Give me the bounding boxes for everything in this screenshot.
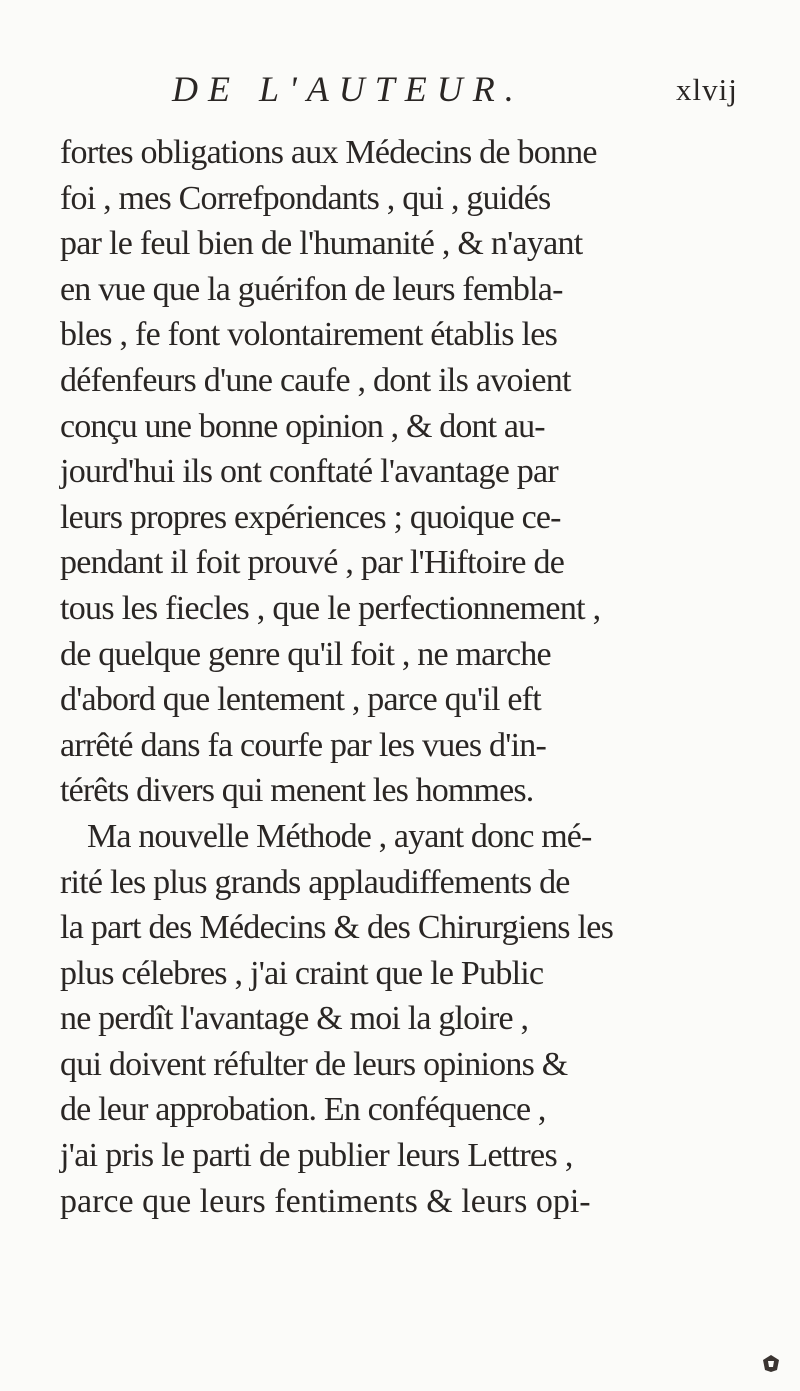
text-line: conçu une bonne opinion , & dont au- [60, 407, 545, 445]
running-head: DE L'AUTEUR. [172, 69, 524, 109]
text-line: fortes obligations aux Médecins de bonne [60, 134, 597, 171]
paragraph-start-line: Ma nouvelle Méthode , ayant donc mé- [87, 817, 592, 855]
text-line: de leur approbation. En conféquence , [60, 1091, 546, 1129]
text-line: par le feul bien de l'humanité , & n'ayant [60, 225, 583, 263]
text-line: leurs propres expériences ; quoique ce- [60, 498, 561, 536]
text-line: jourd'hui ils ont conftaté l'avantage par [60, 453, 558, 491]
text-line: qui doivent réfulter de leurs opinions & [60, 1045, 568, 1083]
text-line: de quelque genre qu'il foit , ne marche [60, 635, 551, 673]
text-line: la part des Médecins & des Chirurgiens les [60, 909, 614, 947]
text-line: plus célebres , j'ai craint que le Public [60, 954, 544, 992]
text-line: défenfeurs d'une caufe , dont ils avoient [60, 361, 571, 399]
text-line: bles , fe font volontairement établis les [60, 316, 558, 354]
page-header [0, 68, 800, 118]
text-line: d'abord que lentement , parce qu'il eft [60, 681, 541, 719]
text-line: j'ai pris le parti de publier leurs Lettres , [60, 1137, 573, 1175]
text-line: pendant il foit prouvé , par l'Hiftoire de [60, 544, 565, 582]
library-stamp-icon [760, 1352, 782, 1374]
text-line: foi , mes Correfpondants , qui , guidés [60, 179, 551, 217]
text-line: ne perdît l'avantage & moi la gloire , [60, 1000, 529, 1038]
text-line: en vue que la guérifon de leurs fembla- [60, 270, 563, 308]
text-line: tous les fiecles , que le perfectionnement , [60, 589, 601, 627]
text-line: térêts divers qui menent les hommes. [60, 772, 534, 810]
text-line: arrêté dans fa courfe par les vues d'in- [60, 726, 547, 764]
page-number: xlvij [676, 72, 738, 107]
text-line: rité les plus grands applaudiffements de [60, 863, 570, 901]
text-line: parce que leurs fentiments & leurs opi- [60, 1182, 591, 1220]
body-text [60, 130, 780, 1224]
